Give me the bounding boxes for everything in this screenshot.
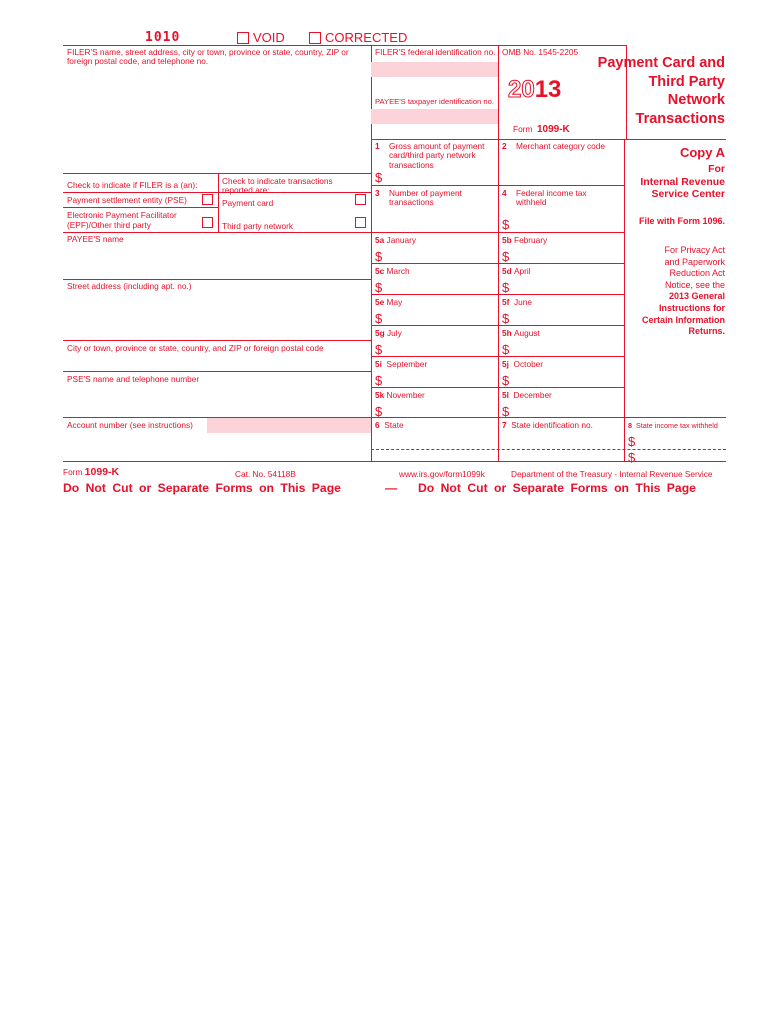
tax-year-solid: 13: [534, 76, 562, 103]
box5i-dollar: $: [375, 373, 383, 388]
box3-label: Number of payment transactions: [389, 188, 462, 208]
box5c-dollar: $: [375, 280, 383, 295]
payment-card-checkbox[interactable]: [355, 194, 366, 205]
box8-dollar-2: $: [628, 450, 636, 465]
do-not-cut-left: Do Not Cut or Separate Forms on This Page: [63, 481, 341, 495]
footer-cat-no: Cat. No. 54118B: [235, 469, 296, 479]
epf-label-line1: Electronic Payment Facilitator: [67, 210, 177, 220]
third-party-checkbox[interactable]: [355, 217, 366, 228]
form-title: Payment Card and Third Party Network Transactions: [597, 55, 725, 127]
box6-label: 6 State: [375, 420, 404, 430]
void-checkbox[interactable]: [237, 32, 249, 44]
epf-label-line2: (EPF)/Other third party: [67, 220, 151, 230]
tax-year: [508, 76, 561, 104]
box1-dollar: $: [375, 170, 383, 185]
corrected-label: CORRECTED: [325, 30, 408, 45]
third-party-label: Third party network: [222, 221, 294, 231]
filer-fed-id-field[interactable]: [371, 62, 498, 77]
do-not-cut-dash: —: [385, 481, 398, 495]
box4-number: 4: [502, 188, 507, 198]
account-label: Account number (see instructions): [67, 420, 193, 430]
account-field[interactable]: [207, 418, 371, 433]
box5k-label: 5k November: [375, 390, 425, 400]
box5a-label: 5a January: [375, 235, 417, 245]
form-code: 1010: [145, 30, 181, 45]
footer-form-name: Form 1099-K: [63, 466, 120, 478]
box7-label: 7 State identification no.: [502, 420, 593, 430]
box2-number: 2: [502, 141, 507, 151]
pse-name-label: PSE'S name and telephone number: [67, 374, 200, 384]
box5e-label: 5e May: [375, 297, 403, 307]
box5k-dollar: $: [375, 404, 383, 419]
copy-a: Copy A: [679, 145, 725, 160]
filer-name-label: FILER'S name, street address, city or town, province or state, country, ZIP or foreign postal code, and telephone no.: [67, 47, 349, 67]
footer-dept: Department of the Treasury - Internal Revenue Service: [511, 469, 713, 479]
box5g-dollar: $: [375, 342, 383, 357]
box2-label: Merchant category code: [516, 141, 606, 151]
box5a-dollar: $: [375, 249, 383, 264]
footer-url: www.irs.gov/form1099k: [399, 469, 485, 479]
payee-city-label: City or town, province or state, country, and ZIP or foreign postal code: [67, 343, 324, 353]
check-filer-label: Check to indicate if FILER is a (an):: [67, 180, 198, 190]
box1-label: Gross amount of payment card/third party network transactions: [389, 141, 485, 170]
box5b-label: 5b February: [502, 235, 548, 245]
box5i-label: 5i September: [375, 359, 428, 369]
box8-label: 8 State income tax withheld: [628, 421, 718, 430]
box8-dollar-1: $: [628, 434, 636, 449]
box5f-label: 5f June: [502, 297, 533, 307]
box4-dollar: $: [502, 217, 510, 232]
void-label: VOID: [253, 30, 285, 45]
pse-label: Payment settlement entity (PSE): [67, 195, 187, 205]
tax-year-outline: 20: [508, 76, 535, 103]
box5l-dollar: $: [502, 404, 510, 419]
box5l-label: 5l December: [502, 390, 552, 400]
filer-fed-id-label: FILER'S federal identification no.: [375, 47, 496, 57]
box5d-label: 5d April: [502, 266, 531, 276]
box5j-label: 5j October: [502, 359, 544, 369]
payee-tin-label: PAYEE'S taxpayer identification no.: [375, 97, 494, 106]
box5b-dollar: $: [502, 249, 510, 264]
pse-checkbox[interactable]: [202, 194, 213, 205]
corrected-checkbox[interactable]: [309, 32, 321, 44]
box5j-dollar: $: [502, 373, 510, 388]
box5f-dollar: $: [502, 311, 510, 326]
box5e-dollar: $: [375, 311, 383, 326]
payee-name-label: PAYEE'S name: [67, 234, 124, 244]
form-name-top: Form 1099-K: [513, 124, 570, 135]
box5d-dollar: $: [502, 280, 510, 295]
box5h-dollar: $: [502, 342, 510, 357]
omb-number: OMB No. 1545-2205: [502, 47, 579, 57]
payee-tin-field[interactable]: [371, 109, 498, 124]
box5g-label: 5g July: [375, 328, 402, 338]
epf-checkbox[interactable]: [202, 217, 213, 228]
box1-number: 1: [375, 141, 380, 151]
box4-label: Federal income tax withheld: [516, 188, 587, 208]
box3-number: 3: [375, 188, 380, 198]
privacy-notice: For Privacy Act and Paperwork Reduction Act Notice, see the 2013 General Instructions for Certain Information Returns.: [641, 245, 725, 337]
box5c-label: 5c March: [375, 266, 410, 276]
copy-irs-block: For Internal Revenue Service Center: [640, 163, 725, 200]
payee-street-label: Street address (including apt. no.): [67, 281, 192, 291]
box5h-label: 5h August: [502, 328, 540, 338]
payment-card-label: Payment card: [222, 198, 274, 208]
do-not-cut-right: Do Not Cut or Separate Forms on This Page: [418, 481, 696, 495]
check-trans-label: Check to indicate transactions reported are:: [222, 176, 333, 196]
file-with: File with Form 1096.: [638, 216, 725, 226]
